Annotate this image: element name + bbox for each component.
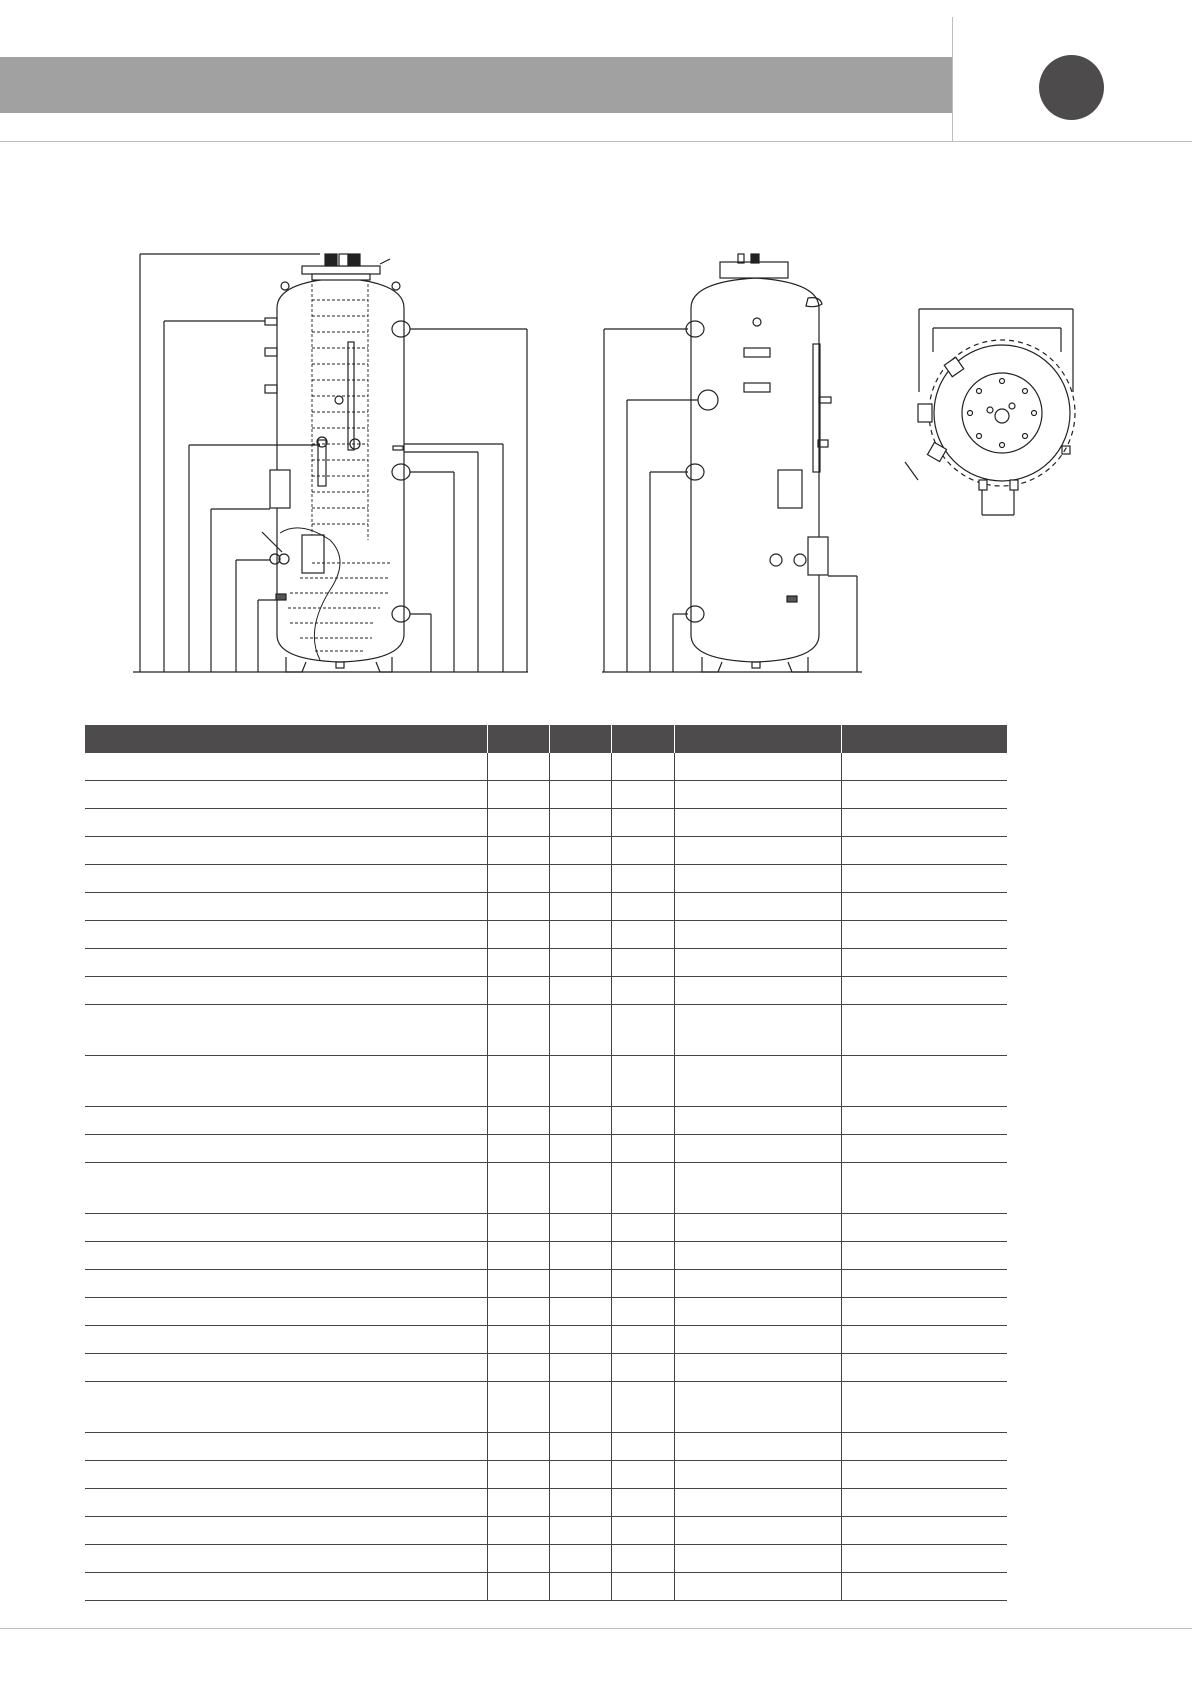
table-cell — [487, 865, 549, 893]
table-cell — [841, 1545, 1007, 1573]
table-cell — [549, 837, 611, 865]
table-cell — [611, 1270, 674, 1298]
table-cell — [674, 1135, 841, 1163]
table-row — [85, 865, 1007, 893]
table-row — [85, 1298, 1007, 1326]
table-cell — [549, 1573, 611, 1601]
table-cell — [85, 949, 487, 977]
table-cell — [549, 1489, 611, 1517]
table-cell — [841, 1056, 1007, 1107]
table-cell — [841, 1517, 1007, 1545]
table-cell — [611, 921, 674, 949]
table-cell — [549, 1298, 611, 1326]
table-cell — [487, 1545, 549, 1573]
table-header-cell — [611, 725, 674, 753]
table-row — [85, 1005, 1007, 1056]
table-cell — [85, 1433, 487, 1461]
table-cell — [549, 1005, 611, 1056]
table-cell — [549, 781, 611, 809]
section-badge — [1039, 55, 1104, 120]
table-cell — [487, 1214, 549, 1242]
table-cell — [611, 1545, 674, 1573]
table-cell — [841, 837, 1007, 865]
table-header-row — [85, 725, 1007, 753]
table-cell — [549, 809, 611, 837]
table-cell — [674, 809, 841, 837]
table-cell — [487, 1107, 549, 1135]
table-cell — [611, 1433, 674, 1461]
table-cell — [611, 753, 674, 781]
table-cell — [549, 1056, 611, 1107]
table-cell — [611, 1135, 674, 1163]
table-cell — [611, 1298, 674, 1326]
table-row — [85, 1135, 1007, 1163]
table-cell — [841, 977, 1007, 1005]
table-cell — [841, 1214, 1007, 1242]
table-cell — [611, 1517, 674, 1545]
table-cell — [487, 1242, 549, 1270]
table-row — [85, 921, 1007, 949]
table-header-cell — [85, 725, 487, 753]
table-cell — [487, 1354, 549, 1382]
table-cell — [674, 1163, 841, 1214]
table-cell — [674, 1326, 841, 1354]
table-cell — [549, 1135, 611, 1163]
table-cell — [85, 1298, 487, 1326]
table-cell — [487, 781, 549, 809]
table-cell — [85, 921, 487, 949]
table-cell — [487, 949, 549, 977]
table-row — [85, 893, 1007, 921]
table-cell — [611, 1056, 674, 1107]
table-cell — [487, 1573, 549, 1601]
table-row — [85, 1270, 1007, 1298]
table-cell — [549, 1270, 611, 1298]
table-cell — [674, 1433, 841, 1461]
table-cell — [841, 921, 1007, 949]
table-row — [85, 837, 1007, 865]
table-header-cell — [549, 725, 611, 753]
table-cell — [85, 1326, 487, 1354]
table-cell — [487, 977, 549, 1005]
table-row — [85, 1433, 1007, 1461]
front-view-drawing — [133, 254, 528, 672]
table-row — [85, 1326, 1007, 1354]
table-cell — [611, 1214, 674, 1242]
table-cell — [611, 1489, 674, 1517]
table-header-cell — [674, 725, 841, 753]
table-cell — [85, 1489, 487, 1517]
table-cell — [85, 1214, 487, 1242]
table-cell — [674, 1242, 841, 1270]
table-cell — [841, 1135, 1007, 1163]
table-cell — [674, 837, 841, 865]
table-cell — [549, 1517, 611, 1545]
table-row — [85, 1382, 1007, 1433]
table-cell — [841, 1573, 1007, 1601]
table-cell — [487, 1382, 549, 1433]
table-cell — [611, 781, 674, 809]
table-cell — [487, 1005, 549, 1056]
table-cell — [487, 1489, 549, 1517]
table-cell — [841, 781, 1007, 809]
table-cell — [611, 1242, 674, 1270]
table-cell — [674, 781, 841, 809]
table-row — [85, 1517, 1007, 1545]
table-row — [85, 1056, 1007, 1107]
table-cell — [549, 1326, 611, 1354]
footer-divider — [0, 1628, 1192, 1629]
table-cell — [611, 837, 674, 865]
table-cell — [841, 1107, 1007, 1135]
table-row — [85, 781, 1007, 809]
table-cell — [611, 1382, 674, 1433]
table-cell — [85, 1242, 487, 1270]
table-cell — [674, 977, 841, 1005]
technical-drawings — [0, 230, 1192, 690]
table-cell — [611, 893, 674, 921]
table-cell — [841, 1354, 1007, 1382]
table-cell — [611, 1461, 674, 1489]
table-row — [85, 1573, 1007, 1601]
table-cell — [549, 1545, 611, 1573]
table-row — [85, 1214, 1007, 1242]
table-cell — [487, 1056, 549, 1107]
table-cell — [841, 865, 1007, 893]
table-header-cell — [841, 725, 1007, 753]
table-row — [85, 1461, 1007, 1489]
table-cell — [85, 1461, 487, 1489]
table-cell — [611, 1107, 674, 1135]
table-cell — [841, 1489, 1007, 1517]
table-cell — [674, 1489, 841, 1517]
table-cell — [549, 921, 611, 949]
table-cell — [674, 865, 841, 893]
table-cell — [674, 1461, 841, 1489]
table-cell — [487, 921, 549, 949]
table-cell — [85, 977, 487, 1005]
table-cell — [85, 1056, 487, 1107]
table-header-cell — [487, 725, 549, 753]
table-cell — [549, 949, 611, 977]
table-cell — [487, 1163, 549, 1214]
table-cell — [549, 753, 611, 781]
table-cell — [549, 1461, 611, 1489]
table-row — [85, 977, 1007, 1005]
table-cell — [487, 1135, 549, 1163]
table-cell — [85, 1005, 487, 1056]
table-cell — [85, 893, 487, 921]
table-row — [85, 753, 1007, 781]
header-divider — [952, 17, 953, 141]
table-row — [85, 1489, 1007, 1517]
table-cell — [611, 1005, 674, 1056]
table-cell — [611, 1354, 674, 1382]
table-cell — [674, 1382, 841, 1433]
table-row — [85, 949, 1007, 977]
table-cell — [841, 1433, 1007, 1461]
table-cell — [549, 865, 611, 893]
table-cell — [85, 837, 487, 865]
table-cell — [611, 949, 674, 977]
table-cell — [674, 1298, 841, 1326]
table-cell — [674, 1573, 841, 1601]
header-underline — [0, 141, 1192, 142]
table-cell — [549, 1382, 611, 1433]
table-cell — [487, 1433, 549, 1461]
table-cell — [611, 809, 674, 837]
table-row — [85, 1163, 1007, 1214]
table-cell — [611, 865, 674, 893]
table-cell — [841, 1461, 1007, 1489]
table-cell — [674, 1107, 841, 1135]
table-cell — [549, 1242, 611, 1270]
table-cell — [487, 837, 549, 865]
table-cell — [674, 1270, 841, 1298]
table-cell — [674, 1056, 841, 1107]
table-cell — [85, 1135, 487, 1163]
header-bar — [0, 57, 952, 113]
table-cell — [85, 1354, 487, 1382]
table-cell — [841, 1298, 1007, 1326]
table-cell — [611, 1573, 674, 1601]
table-cell — [841, 1242, 1007, 1270]
table-cell — [487, 1326, 549, 1354]
table-row — [85, 1242, 1007, 1270]
top-view-drawing — [905, 309, 1075, 515]
table-cell — [841, 893, 1007, 921]
table-cell — [549, 1354, 611, 1382]
table-cell — [85, 1163, 487, 1214]
table-cell — [487, 1517, 549, 1545]
table-cell — [674, 1214, 841, 1242]
table-cell — [85, 1382, 487, 1433]
table-cell — [841, 949, 1007, 977]
table-cell — [85, 781, 487, 809]
table-cell — [841, 753, 1007, 781]
table-cell — [841, 1270, 1007, 1298]
table-cell — [85, 1517, 487, 1545]
table-cell — [549, 893, 611, 921]
table-cell — [611, 1163, 674, 1214]
table-cell — [841, 1382, 1007, 1433]
side-view-drawing — [602, 254, 862, 672]
table-row — [85, 1354, 1007, 1382]
table-row — [85, 1107, 1007, 1135]
table-cell — [674, 1005, 841, 1056]
table-cell — [674, 1545, 841, 1573]
table-cell — [549, 1433, 611, 1461]
specifications-table — [85, 725, 1007, 1601]
table-cell — [487, 893, 549, 921]
table-cell — [611, 1326, 674, 1354]
table-cell — [841, 1163, 1007, 1214]
table-row — [85, 1545, 1007, 1573]
table-cell — [674, 753, 841, 781]
table-cell — [674, 1354, 841, 1382]
table-cell — [85, 1107, 487, 1135]
table-row — [85, 809, 1007, 837]
table-cell — [611, 977, 674, 1005]
table-cell — [549, 1163, 611, 1214]
table-cell — [549, 977, 611, 1005]
table-cell — [841, 1326, 1007, 1354]
table-cell — [85, 865, 487, 893]
table-cell — [487, 1461, 549, 1489]
table-cell — [549, 1107, 611, 1135]
table-cell — [674, 921, 841, 949]
table-cell — [85, 1573, 487, 1601]
table-cell — [85, 1270, 487, 1298]
table-cell — [487, 1270, 549, 1298]
table-cell — [487, 753, 549, 781]
table-cell — [85, 753, 487, 781]
table-cell — [674, 893, 841, 921]
table-cell — [487, 1298, 549, 1326]
table-cell — [85, 1545, 487, 1573]
table-cell — [674, 949, 841, 977]
table-cell — [549, 1214, 611, 1242]
table-cell — [85, 809, 487, 837]
table-cell — [841, 1005, 1007, 1056]
table-cell — [487, 809, 549, 837]
table-cell — [841, 809, 1007, 837]
table-cell — [674, 1517, 841, 1545]
